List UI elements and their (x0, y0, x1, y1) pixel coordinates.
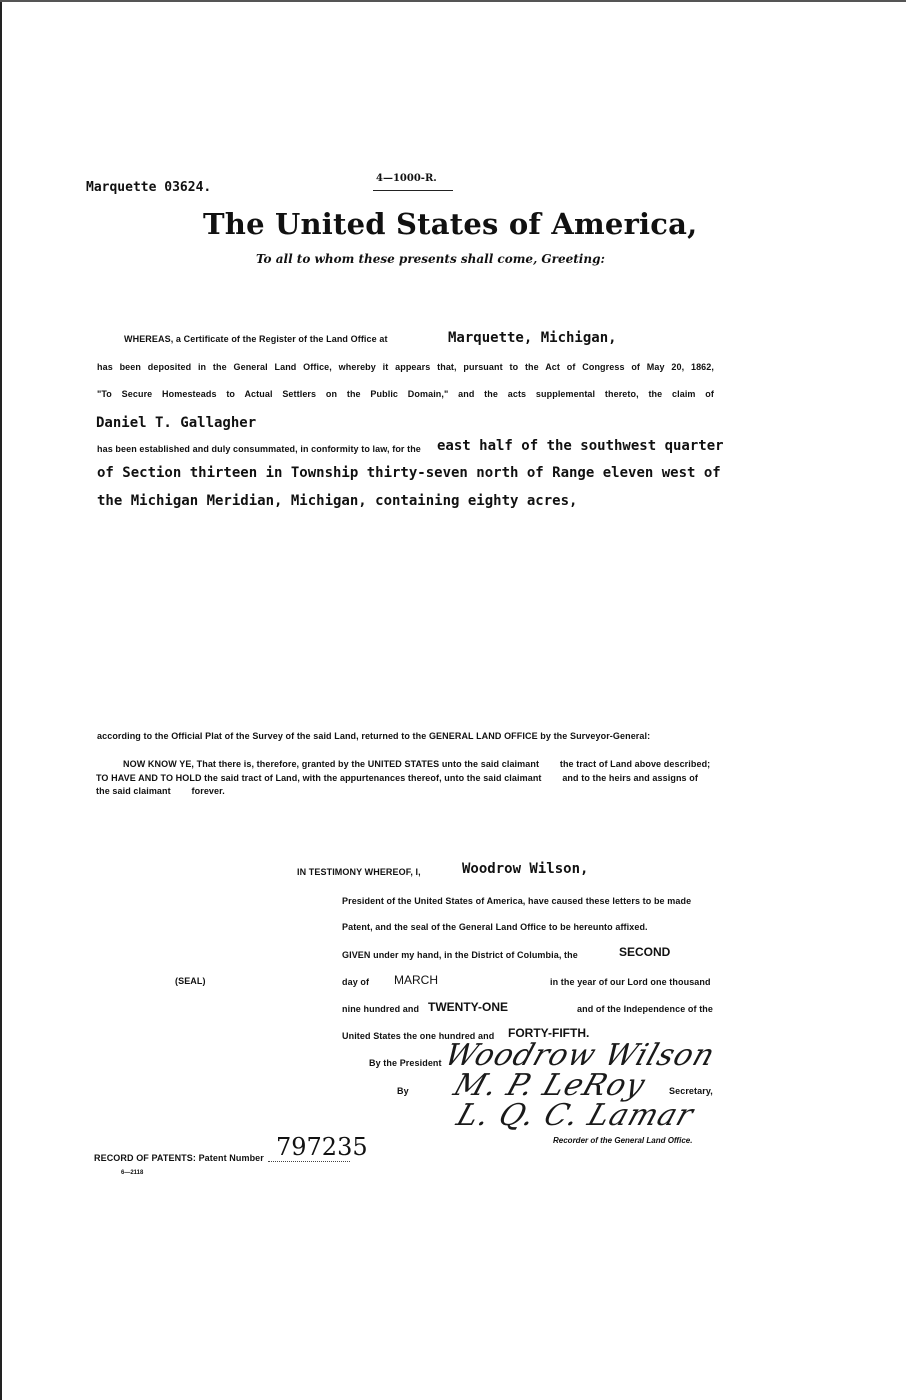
secretary-signature: M. P. LeRoy (449, 1068, 650, 1103)
recorder-signature: L. Q. C. Lamar (452, 1098, 699, 1133)
year-of-lord-text: in the year of our Lord one thousand (550, 977, 711, 987)
by-president-text: By the President (369, 1058, 442, 1068)
nine-hundred-text: nine hundred and (342, 1004, 420, 1014)
by-text: By (397, 1086, 409, 1096)
given-text: GIVEN under my hand, in the District of Columbia, the (342, 950, 578, 960)
testimony-prefix: IN TESTIMONY WHEREOF, I, (297, 867, 421, 877)
plat-line: according to the Official Plat of the Survey of the said Land, returned to the GENERAL LAND OFFICE by the Surveyor-General: (97, 731, 651, 741)
independence-text: and of the Independence of the (577, 1004, 714, 1014)
recorder-label: Recorder of the General Land Office. (553, 1136, 693, 1145)
patent-number: 797235 (276, 1133, 368, 1161)
greeting-line: To all to whom these presents shall come, Greeting: (256, 252, 605, 266)
independence-year: FORTY-FIFTH. (508, 1026, 590, 1040)
president-name: Woodrow Wilson, (462, 861, 589, 877)
form-number: 4—1000-R. (376, 173, 437, 184)
patent-number-rule (268, 1161, 350, 1162)
seal-label: (SEAL) (175, 976, 206, 986)
secretary-label: Secretary, (669, 1086, 713, 1096)
land-description-2: of Section thirteen in Township thirty-seven north of Range eleven west of (97, 465, 721, 481)
grant-line-2: TO HAVE AND TO HOLD the said tract of Land, with the appurtenances thereof, unto the said claimant and to the heirs and assigns of (96, 773, 698, 783)
deposited-line: has been deposited in the General Land Office, whereby it appears that, pursuant to the Act of Congress of May 20, 1862, (97, 362, 714, 372)
given-year: TWENTY-ONE (428, 1000, 508, 1014)
serial-number: Marquette 03624. (86, 180, 212, 195)
whereas-text: WHEREAS, a Certificate of the Register of the Land Office at (124, 334, 388, 344)
document-title: The United States of America, (203, 207, 698, 241)
land-office: Marquette, Michigan, (448, 330, 617, 346)
testimony-line-1: President of the United States of America, have caused these letters to be made (342, 896, 692, 906)
grant-line-1: NOW KNOW YE, That there is, therefore, granted by the UNITED STATES unto the said claimant the tract of Land above described; (123, 759, 711, 769)
given-day: SECOND (619, 945, 671, 959)
page-left-edge (0, 0, 2, 1400)
footer-code: 6—2118 (121, 1170, 144, 1176)
land-description-1: east half of the southwest quarter (437, 438, 724, 454)
page-top-edge (0, 0, 906, 2)
testimony-line-2: Patent, and the seal of the General Land Office to be hereunto affixed. (342, 922, 648, 932)
land-description-3: the Michigan Meridian, Michigan, containing eighty acres, (97, 493, 578, 509)
day-of-text: day of (342, 977, 370, 987)
claimant-name: Daniel T. Gallagher (96, 415, 257, 431)
president-signature: Woodrow Wilson (440, 1038, 720, 1073)
record-of-patents-label: RECORD OF PATENTS: Patent Number (94, 1153, 264, 1163)
given-month: MARCH (394, 973, 438, 987)
form-number-rule (373, 190, 453, 191)
grant-line-3: the said claimant forever. (96, 786, 225, 796)
established-text: has been established and duly consummated, in conformity to law, for the (97, 444, 421, 454)
act-line: "To Secure Homesteads to Actual Settlers on the Public Domain," and the acts supplemental thereto, the claim of (97, 389, 714, 399)
us-hundred-text: United States the one hundred and (342, 1031, 495, 1041)
